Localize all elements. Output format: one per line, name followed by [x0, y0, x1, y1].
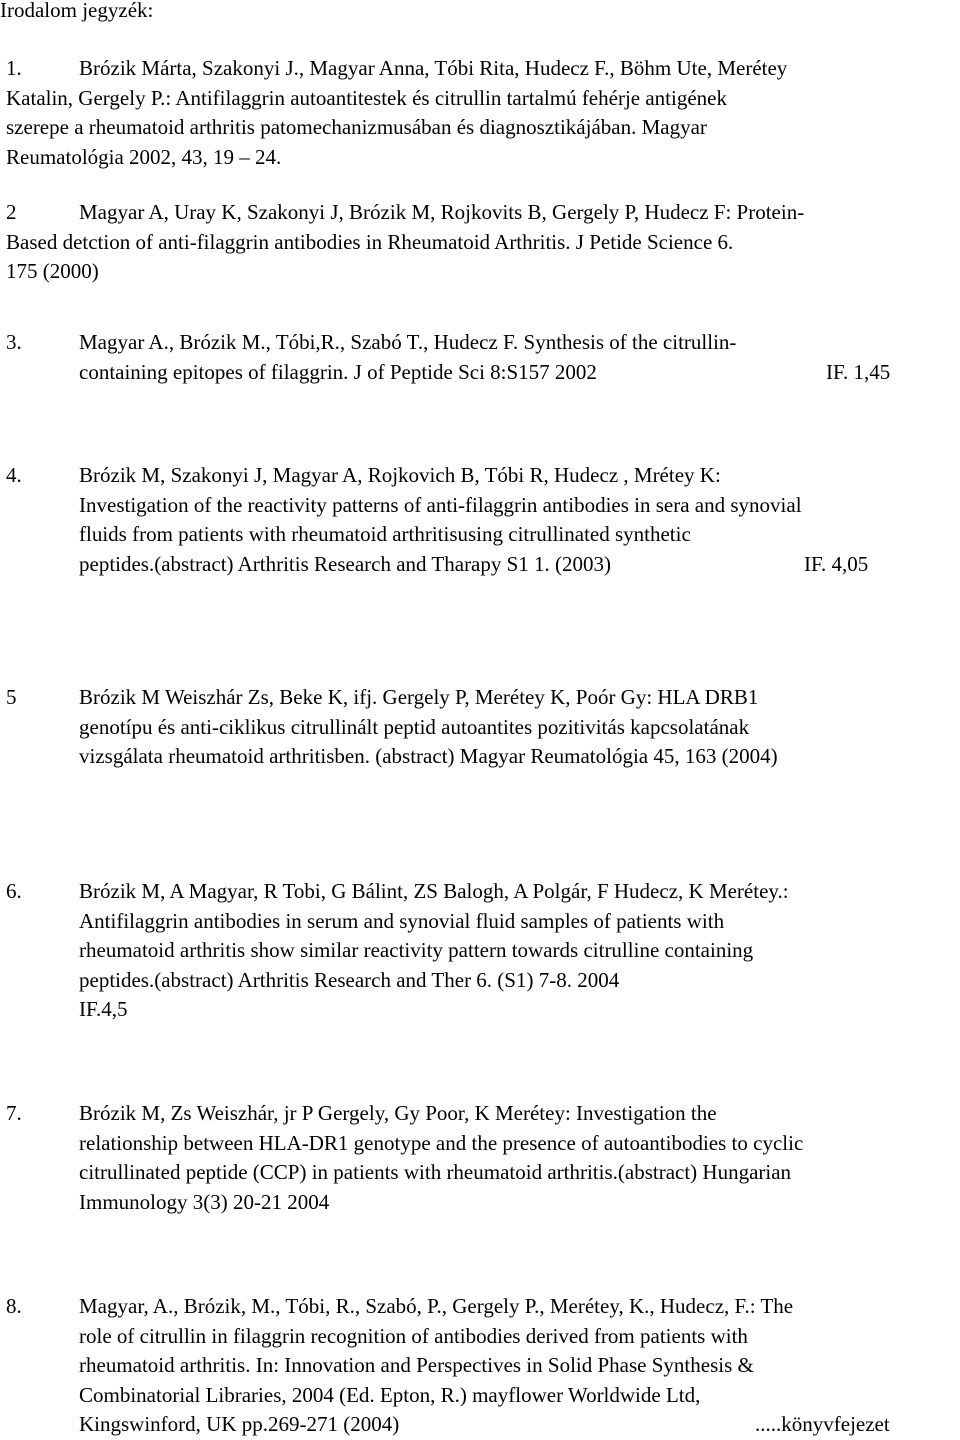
reference-line: Magyar, A., Brózik, M., Tóbi, R., Szabó, P., Gergely P., Merétey, K., Hudecz, F.: The	[79, 1294, 794, 1318]
reference-line: Antifilaggrin antibodies in serum and synovial fluid samples of patients with	[79, 908, 725, 933]
reference-text	[79, 1099, 959, 1217]
reference-line: Katalin, Gergely P.: Antifilaggrin autoantitestek és citrullin tartalmú fehérje antigének	[6, 85, 727, 110]
reference-line: szerepe a rheumatoid arthritis patomechanizmusában és diagnosztikájában. Magyar	[6, 115, 707, 139]
reference-line: peptides.(abstract) Arthritis Research and Tharapy S1 1. (2003) IF. 4,05	[79, 550, 959, 580]
reference-line: Investigation of the reactivity patterns of anti-filaggrin antibodies in sera and synovial	[79, 492, 802, 517]
reference-number: 8.	[6, 1294, 22, 1318]
reference-8	[0, 1292, 960, 1440]
reference-line: Magyar A, Uray K, Szakonyi J, Brózik M, Rojkovits B, Gergely P, Hudecz F: Protein-	[79, 200, 805, 224]
reference-line: citrullinated peptide (CCP) in patients with rheumatoid arthritis.(abstract) Hungarian	[79, 1160, 792, 1184]
reference-text	[79, 877, 959, 1025]
reference-line: Brózik Márta, Szakonyi J., Magyar Anna, Tóbi Rita, Hudecz F., Böhm Ute, Merétey	[79, 56, 788, 80]
page-heading: Irodalom jegyzék:	[0, 0, 154, 22]
reference-1	[0, 54, 960, 172]
reference-line: rheumatoid arthritis show similar reactivity pattern towards citrulline containing	[79, 938, 754, 962]
impact-factor: IF. 1,45	[826, 359, 891, 384]
reference-number: 1.	[6, 56, 22, 80]
reference-line: Immunology 3(3) 20-21 2004	[79, 1189, 330, 1214]
reference-line: Combinatorial Libraries, 2004 (Ed. Epton, R.) mayflower Worldwide Ltd,	[79, 1382, 701, 1407]
reference-text	[79, 328, 959, 387]
reference-5	[0, 683, 960, 772]
reference-line: vizsgálata rheumatoid arthritisben. (abstract) Magyar Reumatológia 45, 163 (2004)	[79, 744, 778, 768]
reference-line: Based detction of anti-filaggrin antibodies in Rheumatoid Arthritis. J Petide Science 6.	[6, 229, 734, 254]
reference-line: Brózik M, Szakonyi J, Magyar A, Rojkovich B, Tóbi R, Hudecz , Mrétey K:	[79, 463, 721, 487]
reference-line: 175 (2000)	[6, 259, 99, 283]
reference-line: relationship between HLA-DR1 genotype and the presence of autoantibodies to cyclic	[79, 1130, 804, 1155]
reference-text	[79, 683, 959, 772]
reference-number: 7.	[6, 1101, 22, 1125]
reference-number: 3.	[6, 330, 22, 354]
reference-line: fluids from patients with rheumatoid arthritisusing citrullinated synthetic	[79, 522, 691, 546]
reference-line: Brózik M Weiszhár Zs, Beke K, ifj. Gergely P, Merétey K, Poór Gy: HLA DRB1	[79, 685, 759, 709]
reference-number: 6.	[6, 879, 22, 903]
reference-4	[0, 461, 960, 579]
reference-line: role of citrullin in filaggrin recognition of antibodies derived from patients with	[79, 1323, 748, 1348]
reference-line: Brózik M, A Magyar, R Tobi, G Bálint, ZS Balogh, A Polgár, F Hudecz, K Merétey.:	[79, 879, 789, 903]
reference-number: 2	[6, 200, 17, 224]
reference-6	[0, 877, 960, 1025]
reference-number: 4.	[6, 463, 22, 487]
reference-line: IF.4,5	[79, 997, 128, 1021]
reference-text	[6, 54, 959, 172]
reference-7	[0, 1099, 960, 1217]
reference-line: genotípu és anti-ciklikus citrullinált peptid autoantites pozitivitás kapcsolatának	[79, 714, 750, 739]
reference-2	[0, 198, 960, 287]
reference-line: rheumatoid arthritis. In: Innovation and Perspectives in Solid Phase Synthesis &	[79, 1353, 754, 1377]
reference-line: Kingswinford, UK pp.269-271 (2004) .....könyvfejezet	[79, 1410, 959, 1440]
reference-line: Magyar A., Brózik M., Tóbi,R., Szabó T., Hudecz F. Synthesis of the citrullin-	[79, 330, 737, 354]
reference-line: Reumatológia 2002, 43, 19 – 24.	[6, 144, 282, 169]
reference-number: 5	[6, 685, 17, 709]
reference-text	[79, 1292, 959, 1440]
impact-factor: IF. 4,05	[804, 551, 869, 576]
reference-text	[6, 198, 959, 287]
chapter-note: .....könyvfejezet	[755, 1412, 890, 1436]
reference-line: containing epitopes of filaggrin. J of Peptide Sci 8:S157 2002 IF. 1,45	[79, 358, 959, 388]
reference-line: peptides.(abstract) Arthritis Research and Ther 6. (S1) 7-8. 2004	[79, 967, 620, 992]
reference-3	[0, 328, 960, 387]
reference-line: Brózik M, Zs Weiszhár, jr P Gergely, Gy Poor, K Merétey: Investigation the	[79, 1101, 717, 1125]
reference-text	[79, 461, 959, 579]
